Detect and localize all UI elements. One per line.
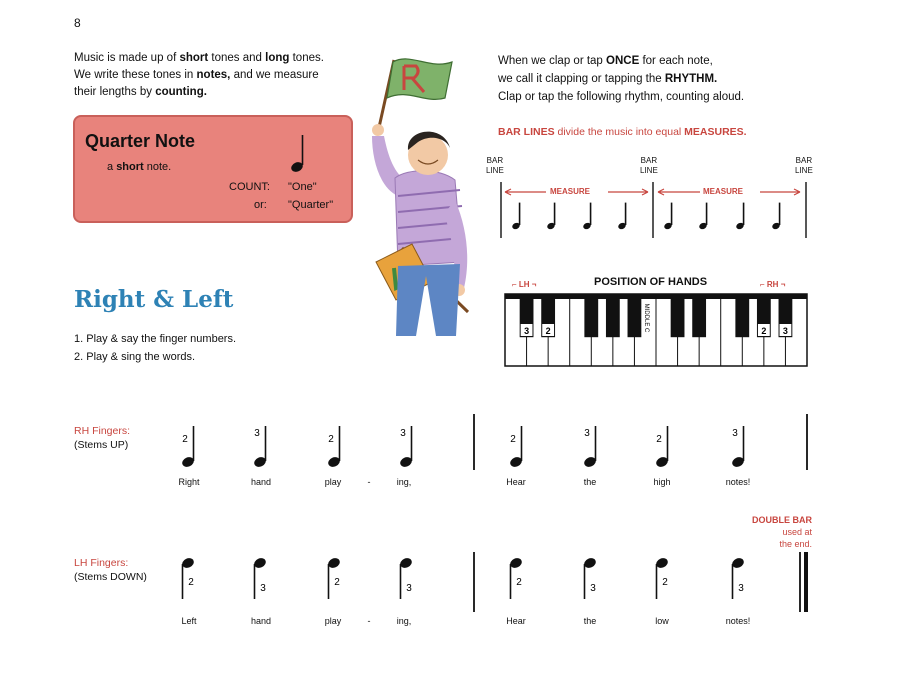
rh-note-row (181, 414, 807, 470)
lh-lyric-word: hand (250, 616, 272, 626)
section-title: Right & Left (74, 286, 234, 313)
measure-note-6 (698, 203, 708, 231)
lh-lyric-word: ing, (396, 616, 412, 626)
rh-finger-number: 2 (510, 434, 516, 445)
rh-finger-number: 3 (732, 428, 738, 439)
lh-lyric-word: - (367, 616, 371, 626)
lh-finger-number: 2 (516, 577, 522, 588)
rh-lyric-word: - (367, 477, 371, 487)
step-1: 1. Play & say the finger numbers. (74, 333, 237, 345)
black-key (606, 294, 620, 337)
double-bar-note: DOUBLE BAR used at the end. (752, 515, 812, 549)
rh-lyric-word: play (324, 477, 342, 487)
measure-note-3 (582, 203, 592, 231)
intro-text: Music is made up of short tones and long tones. We write these tones in notes, and we measure their lengths by counting. (74, 52, 324, 98)
measure-note-2 (546, 203, 556, 231)
rh-lyric-word: high (653, 477, 671, 487)
measure-diagram (501, 182, 806, 238)
lh-finger-number: 2 (188, 577, 194, 588)
rh-finger-number: 2 (656, 434, 662, 445)
rh-lyric-word: Hear (506, 477, 526, 487)
rh-note-3 (327, 426, 342, 469)
step-2: 2. Play & sing the words. (74, 351, 196, 363)
or-value: "Quarter" (288, 199, 334, 211)
black-key (628, 294, 642, 337)
piano-keyboard (505, 294, 807, 366)
black-key (735, 294, 749, 337)
lh-lyric-word: the (583, 616, 597, 626)
lh-marker: ⌐ LH ¬ (512, 280, 537, 289)
black-key (671, 294, 685, 337)
rh-finger-number: 3 (584, 428, 590, 439)
measure-note-8 (771, 203, 781, 231)
rhythm-text: When we clap or tap ONCE for each note, we call it clapping or tapping the RHYTHM. Clap or tap the following rhythm, counting aloud. (498, 55, 745, 103)
lh-finger-number: 3 (590, 583, 596, 594)
rh-finger-number: 3 (254, 428, 260, 439)
hand-position-title: POSITION OF HANDS (594, 276, 708, 288)
rh-note-7 (655, 426, 670, 469)
measure-label-2: MEASURE (703, 187, 744, 196)
rh-fingers-label: RH Fingers: (Stems UP) (74, 425, 131, 451)
measure-note-5 (663, 203, 673, 231)
lh-lyric-word: Hear (506, 616, 526, 626)
measure-note-4 (617, 203, 627, 231)
bar-lines-heading: BAR LINES divide the music into equal MEASURES. (498, 126, 747, 138)
lh-fingers-label: LH Fingers: (Stems DOWN) (74, 557, 147, 583)
lh-finger-number: 3 (406, 583, 412, 594)
bar-line-label-2: BAR LINE (640, 156, 658, 175)
count-value: "One" (288, 181, 317, 193)
lh-finger-2: 2 (545, 326, 551, 336)
lh-lyric-word: Left (181, 616, 197, 626)
rh-lyric-word: notes! (725, 477, 751, 487)
middle-c-label: MIDDLE C (643, 303, 650, 333)
bar-line-label-3: BAR LINE (795, 156, 813, 175)
lh-finger-number: 3 (738, 583, 744, 594)
quarter-note-subtitle: a short note. (107, 161, 172, 173)
or-label: or: (254, 199, 267, 211)
rh-marker: ⌐ RH ¬ (760, 280, 786, 289)
quarter-note-title: Quarter Note (85, 131, 196, 151)
rh-note-1 (181, 426, 196, 469)
lh-lyric-word: low (655, 616, 669, 626)
black-key (584, 294, 598, 337)
black-key (692, 294, 706, 337)
lh-finger-number: 2 (334, 577, 340, 588)
lh-finger-number: 3 (260, 583, 266, 594)
rh-lyric-word: ing, (396, 477, 412, 487)
lh-lyric-word: play (324, 616, 342, 626)
rh-finger-number: 2 (328, 434, 334, 445)
lh-lyric-word: notes! (725, 616, 751, 626)
measure-note-1 (511, 203, 521, 231)
lh-finger-3: 3 (524, 326, 530, 336)
rh-lyric-word: the (583, 477, 597, 487)
count-label: COUNT: (229, 181, 270, 193)
lh-finger-number: 2 (662, 577, 668, 588)
boy-with-flag-illustration (372, 59, 468, 336)
rh-lyric-word: hand (250, 477, 272, 487)
rh-finger-number: 2 (182, 434, 188, 445)
rh-note-5 (509, 426, 524, 469)
measure-note-7 (735, 203, 745, 231)
keyboard-top-bar (505, 294, 807, 299)
rh-finger-number: 3 (400, 428, 406, 439)
rh-finger-3: 3 (782, 326, 788, 336)
rh-lyric-word: Right (178, 477, 200, 487)
rh-finger-2: 2 (761, 326, 767, 336)
lh-note-row (181, 552, 806, 612)
measure-label-1: MEASURE (550, 187, 591, 196)
bar-line-label-1: BAR LINE (486, 156, 504, 175)
page-number: 8 (74, 16, 81, 30)
